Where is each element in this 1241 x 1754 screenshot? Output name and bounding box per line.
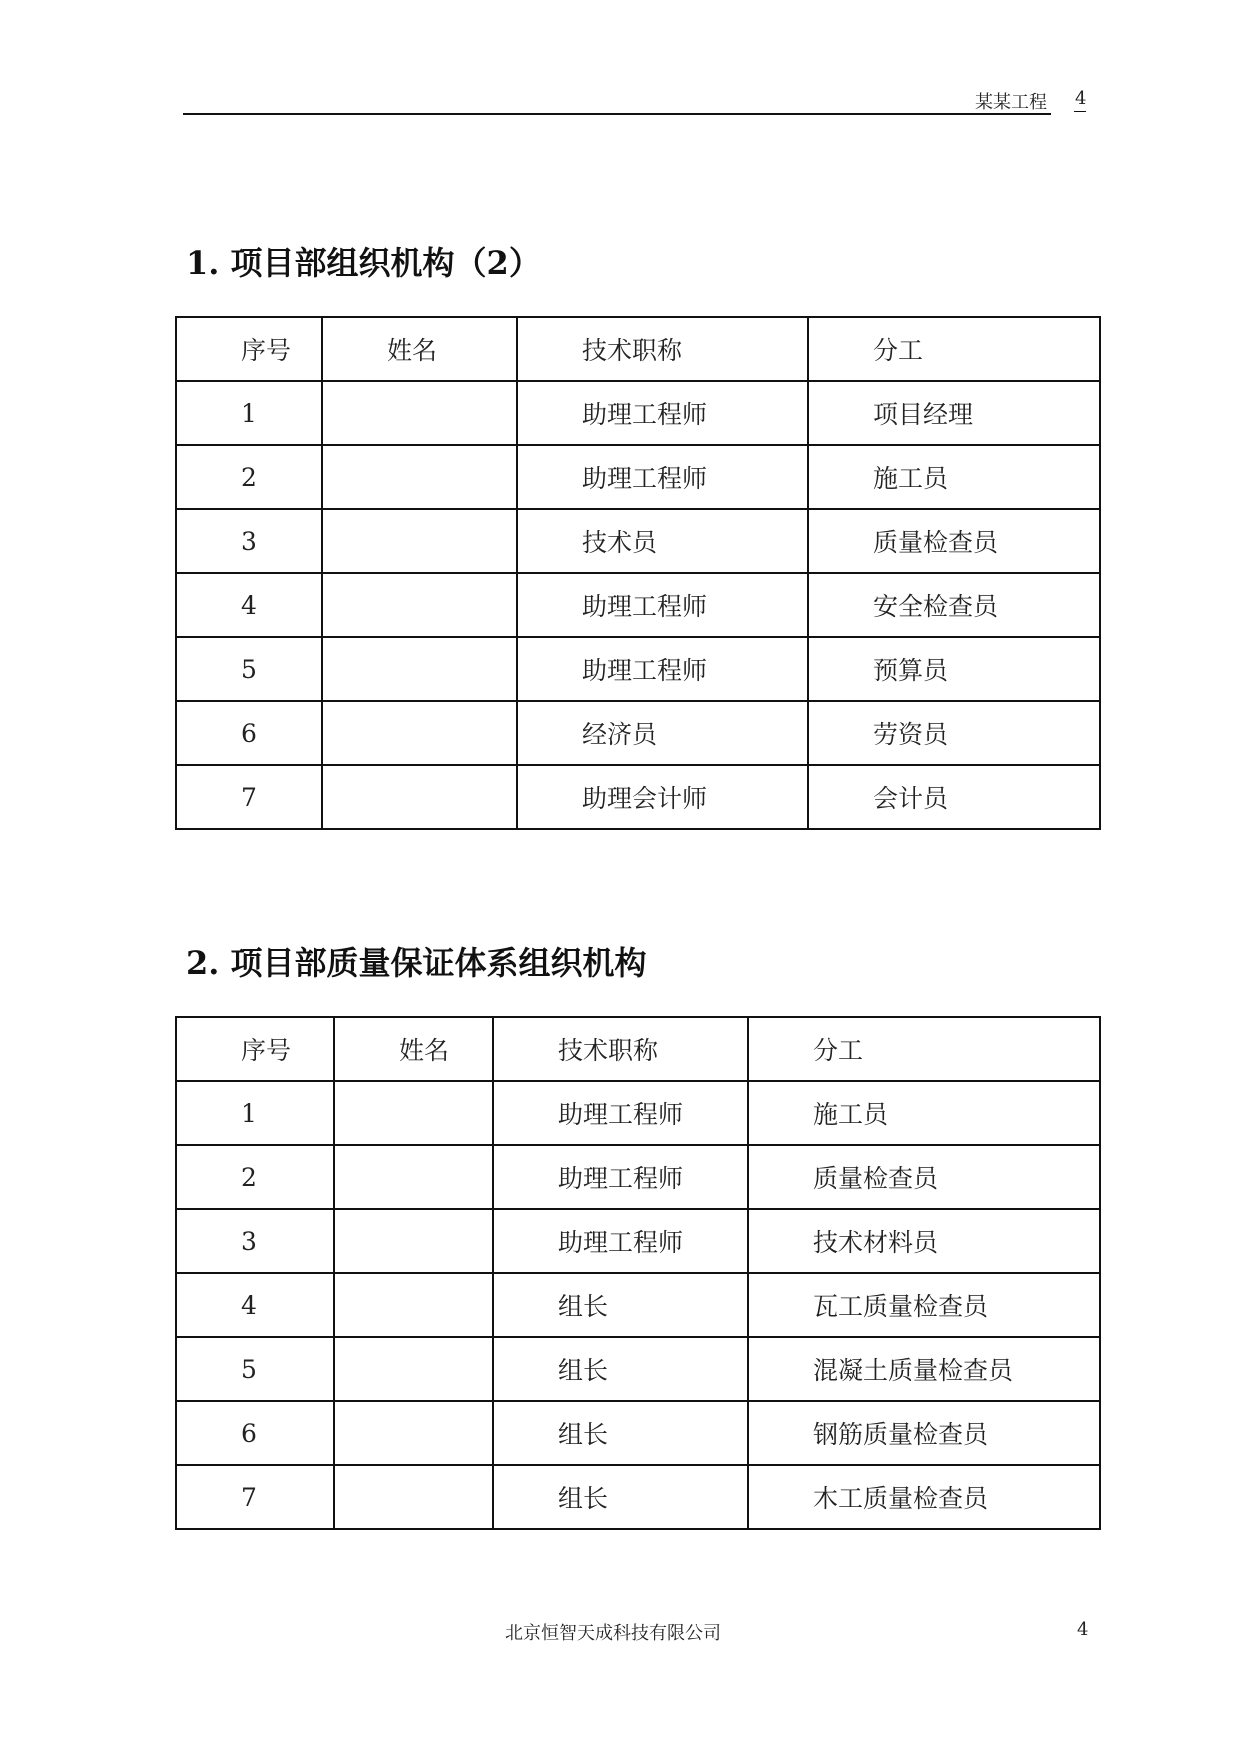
table-cell: 助理工程师 (517, 445, 808, 509)
org-structure-table (175, 316, 1101, 830)
table-cell: 木工质量检查员 (748, 1465, 1100, 1529)
table-cell (334, 1337, 493, 1401)
table-cell: 施工员 (748, 1081, 1100, 1145)
column-header: 技术职称 (517, 317, 808, 381)
table-cell: 4 (176, 1273, 334, 1337)
column-header: 姓名 (322, 317, 517, 381)
section-2-title: 2. 项目部质量保证体系组织机构 (186, 944, 647, 982)
header-divider (183, 113, 1051, 115)
column-header: 序号 (176, 1017, 334, 1081)
table-cell (322, 637, 517, 701)
table-cell: 组长 (493, 1465, 748, 1529)
column-header: 姓名 (334, 1017, 493, 1081)
table-cell: 质量检查员 (808, 509, 1100, 573)
table-header-row (176, 1017, 1100, 1081)
table-cell (322, 573, 517, 637)
table-cell: 组长 (493, 1401, 748, 1465)
table-cell (334, 1465, 493, 1529)
table-cell (322, 445, 517, 509)
table-cell (334, 1401, 493, 1465)
table-cell (334, 1273, 493, 1337)
column-header: 技术职称 (493, 1017, 748, 1081)
table-cell: 助理工程师 (517, 637, 808, 701)
table-cell: 7 (176, 1465, 334, 1529)
table-cell: 项目经理 (808, 381, 1100, 445)
table-cell: 2 (176, 445, 322, 509)
table-cell: 2 (176, 1145, 334, 1209)
table-cell: 助理工程师 (517, 381, 808, 445)
table-cell: 会计员 (808, 765, 1100, 829)
table-cell (322, 765, 517, 829)
table-cell: 预算员 (808, 637, 1100, 701)
table-cell: 技术员 (517, 509, 808, 573)
table-row (176, 1273, 1100, 1337)
table-cell (322, 701, 517, 765)
column-header: 分工 (748, 1017, 1100, 1081)
footer-company-name: 北京恒智天成科技有限公司 (505, 1623, 721, 1644)
table-row (176, 765, 1100, 829)
table-cell (322, 381, 517, 445)
table-cell: 助理工程师 (517, 573, 808, 637)
table-cell: 助理工程师 (493, 1209, 748, 1273)
table-cell: 3 (176, 1209, 334, 1273)
running-header-title: 某某工程 (975, 92, 1047, 113)
table-cell: 助理工程师 (493, 1081, 748, 1145)
column-header: 序号 (176, 317, 322, 381)
table-cell (334, 1145, 493, 1209)
table-row (176, 1081, 1100, 1145)
table-row (176, 1209, 1100, 1273)
table-cell: 安全检查员 (808, 573, 1100, 637)
table-cell: 1 (176, 1081, 334, 1145)
table-cell: 6 (176, 701, 322, 765)
table-cell (334, 1081, 493, 1145)
table-cell: 施工员 (808, 445, 1100, 509)
table-cell: 组长 (493, 1337, 748, 1401)
table-row (176, 637, 1100, 701)
table-row (176, 701, 1100, 765)
table-cell: 助理会计师 (517, 765, 808, 829)
table-cell (322, 509, 517, 573)
table-row (176, 1337, 1100, 1401)
table-cell (334, 1209, 493, 1273)
table-cell: 瓦工质量检查员 (748, 1273, 1100, 1337)
section-1-title: 1. 项目部组织机构（2） (186, 244, 541, 282)
table-cell: 技术材料员 (748, 1209, 1100, 1273)
quality-assurance-table (175, 1016, 1101, 1530)
table-header-row (176, 317, 1100, 381)
table-cell: 5 (176, 1337, 334, 1401)
table-cell: 混凝土质量检查员 (748, 1337, 1100, 1401)
table-row (176, 509, 1100, 573)
table-cell: 质量检查员 (748, 1145, 1100, 1209)
table-cell: 5 (176, 637, 322, 701)
table-row (176, 381, 1100, 445)
column-header: 分工 (808, 317, 1100, 381)
table-cell: 经济员 (517, 701, 808, 765)
table-cell: 6 (176, 1401, 334, 1465)
table-row (176, 1145, 1100, 1209)
table-row (176, 445, 1100, 509)
footer-page-number: 4 (1077, 1619, 1089, 1640)
table-cell: 劳资员 (808, 701, 1100, 765)
table-cell: 助理工程师 (493, 1145, 748, 1209)
running-header-page-number: 4 (1075, 88, 1087, 109)
table-cell: 组长 (493, 1273, 748, 1337)
table-row (176, 1465, 1100, 1529)
table-cell: 3 (176, 509, 322, 573)
table-row (176, 573, 1100, 637)
table-cell: 4 (176, 573, 322, 637)
table-cell: 钢筋质量检查员 (748, 1401, 1100, 1465)
table-cell: 7 (176, 765, 322, 829)
table-cell: 1 (176, 381, 322, 445)
table-row (176, 1401, 1100, 1465)
header-page-underline (1074, 111, 1086, 112)
